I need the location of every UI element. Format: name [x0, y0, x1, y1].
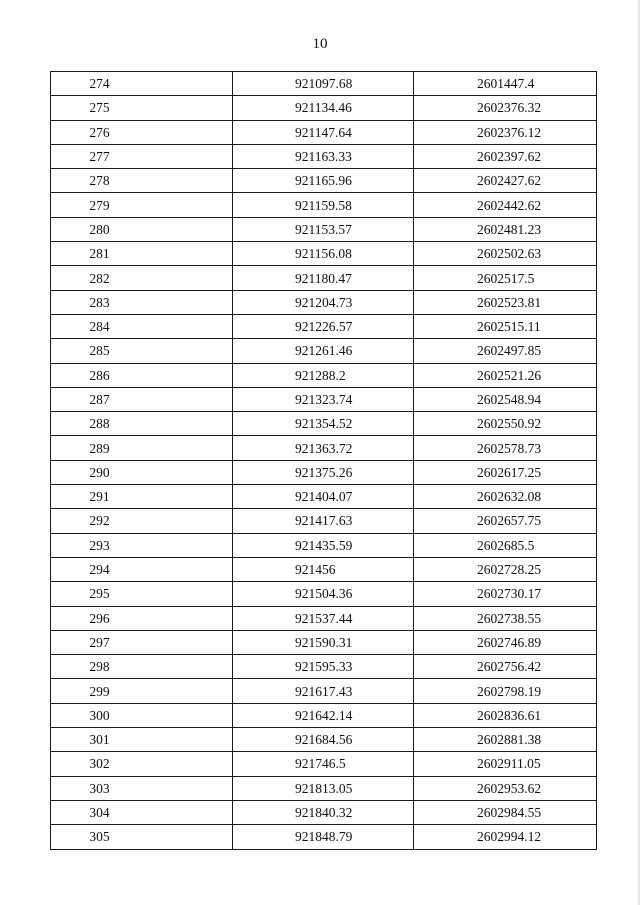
- y-coordinate-cell: 2602756.42: [414, 655, 597, 679]
- x-coordinate-cell: 921840.32: [233, 800, 414, 824]
- point-number-cell: 285: [51, 339, 233, 363]
- table-row: [51, 485, 597, 509]
- point-number-cell: 300: [51, 703, 233, 727]
- point-number-cell: 302: [51, 752, 233, 776]
- x-coordinate-cell: 921363.72: [233, 436, 414, 460]
- y-coordinate-cell: 2602376.12: [414, 120, 597, 144]
- point-number-cell: 289: [51, 436, 233, 460]
- y-coordinate-cell: 2602881.38: [414, 728, 597, 752]
- y-coordinate-cell: 2602497.85: [414, 339, 597, 363]
- point-number-cell: 299: [51, 679, 233, 703]
- table-row: [51, 509, 597, 533]
- x-coordinate-cell: 921156.08: [233, 242, 414, 266]
- point-number-cell: 295: [51, 582, 233, 606]
- point-number-cell: 304: [51, 800, 233, 824]
- x-coordinate-cell: 921097.68: [233, 72, 414, 96]
- table-row: [51, 606, 597, 630]
- point-number-cell: 298: [51, 655, 233, 679]
- table-row: [51, 363, 597, 387]
- x-coordinate-cell: 921153.57: [233, 217, 414, 241]
- y-coordinate-cell: 2602578.73: [414, 436, 597, 460]
- x-coordinate-cell: 921163.33: [233, 144, 414, 168]
- y-coordinate-cell: 2602836.61: [414, 703, 597, 727]
- point-number-cell: 281: [51, 242, 233, 266]
- table-row: [51, 655, 597, 679]
- y-coordinate-cell: 2602953.62: [414, 776, 597, 800]
- point-number-cell: 278: [51, 169, 233, 193]
- point-number-cell: 283: [51, 290, 233, 314]
- x-coordinate-cell: 921848.79: [233, 825, 414, 849]
- y-coordinate-cell: 2602738.55: [414, 606, 597, 630]
- y-coordinate-cell: 2602728.25: [414, 557, 597, 581]
- y-coordinate-cell: 2602685.5: [414, 533, 597, 557]
- table-row: [51, 120, 597, 144]
- x-coordinate-cell: 921642.14: [233, 703, 414, 727]
- point-number-cell: 303: [51, 776, 233, 800]
- x-coordinate-cell: 921504.36: [233, 582, 414, 606]
- table-row: [51, 728, 597, 752]
- table-row: [51, 266, 597, 290]
- point-number-cell: 294: [51, 557, 233, 581]
- table-row: [51, 460, 597, 484]
- table-row: [51, 96, 597, 120]
- table-row: [51, 752, 597, 776]
- x-coordinate-cell: 921435.59: [233, 533, 414, 557]
- point-number-cell: 305: [51, 825, 233, 849]
- point-number-cell: 280: [51, 217, 233, 241]
- table-row: [51, 533, 597, 557]
- y-coordinate-cell: 2602427.62: [414, 169, 597, 193]
- table-row: [51, 72, 597, 96]
- y-coordinate-cell: 2602376.32: [414, 96, 597, 120]
- point-number-cell: 288: [51, 412, 233, 436]
- x-coordinate-cell: 921590.31: [233, 630, 414, 654]
- x-coordinate-cell: 921813.05: [233, 776, 414, 800]
- point-number-cell: 296: [51, 606, 233, 630]
- table-row: [51, 436, 597, 460]
- point-number-cell: 287: [51, 387, 233, 411]
- coordinate-table: [50, 71, 597, 850]
- y-coordinate-cell: 2602730.17: [414, 582, 597, 606]
- x-coordinate-cell: 921375.26: [233, 460, 414, 484]
- table-row: [51, 703, 597, 727]
- table-row: [51, 290, 597, 314]
- point-number-cell: 282: [51, 266, 233, 290]
- y-coordinate-cell: 2602798.19: [414, 679, 597, 703]
- x-coordinate-cell: 921204.73: [233, 290, 414, 314]
- table-row: [51, 242, 597, 266]
- x-coordinate-cell: 921180.47: [233, 266, 414, 290]
- y-coordinate-cell: 2602515.11: [414, 314, 597, 338]
- y-coordinate-cell: 2602481.23: [414, 217, 597, 241]
- y-coordinate-cell: 2602617.25: [414, 460, 597, 484]
- y-coordinate-cell: 2602984.55: [414, 800, 597, 824]
- x-coordinate-cell: 921261.46: [233, 339, 414, 363]
- y-coordinate-cell: 2602550.92: [414, 412, 597, 436]
- x-coordinate-cell: 921354.52: [233, 412, 414, 436]
- y-coordinate-cell: 2601447.4: [414, 72, 597, 96]
- table-row: [51, 412, 597, 436]
- point-number-cell: 277: [51, 144, 233, 168]
- x-coordinate-cell: 921226.57: [233, 314, 414, 338]
- point-number-cell: 292: [51, 509, 233, 533]
- y-coordinate-cell: 2602523.81: [414, 290, 597, 314]
- y-coordinate-cell: 2602632.08: [414, 485, 597, 509]
- x-coordinate-cell: 921147.64: [233, 120, 414, 144]
- table-row: [51, 557, 597, 581]
- point-number-cell: 286: [51, 363, 233, 387]
- point-number-cell: 284: [51, 314, 233, 338]
- x-coordinate-cell: 921288.2: [233, 363, 414, 387]
- table-row: [51, 193, 597, 217]
- table-row: [51, 776, 597, 800]
- y-coordinate-cell: 2602397.62: [414, 144, 597, 168]
- point-number-cell: 276: [51, 120, 233, 144]
- y-coordinate-cell: 2602994.12: [414, 825, 597, 849]
- point-number-cell: 297: [51, 630, 233, 654]
- table-row: [51, 630, 597, 654]
- point-number-cell: 301: [51, 728, 233, 752]
- table-row: [51, 217, 597, 241]
- y-coordinate-cell: 2602521.26: [414, 363, 597, 387]
- x-coordinate-cell: 921134.46: [233, 96, 414, 120]
- y-coordinate-cell: 2602502.63: [414, 242, 597, 266]
- x-coordinate-cell: 921684.56: [233, 728, 414, 752]
- table-row: [51, 339, 597, 363]
- table-row: [51, 314, 597, 338]
- x-coordinate-cell: 921537.44: [233, 606, 414, 630]
- table-row: [51, 679, 597, 703]
- y-coordinate-cell: 2602911.05: [414, 752, 597, 776]
- y-coordinate-cell: 2602442.62: [414, 193, 597, 217]
- page-number: 10: [312, 36, 328, 52]
- point-number-cell: 290: [51, 460, 233, 484]
- table-row: [51, 825, 597, 849]
- x-coordinate-cell: 921404.07: [233, 485, 414, 509]
- table-row: [51, 169, 597, 193]
- table-row: [51, 800, 597, 824]
- point-number-cell: 291: [51, 485, 233, 509]
- table-row: [51, 387, 597, 411]
- x-coordinate-cell: 921323.74: [233, 387, 414, 411]
- point-number-cell: 293: [51, 533, 233, 557]
- point-number-cell: 279: [51, 193, 233, 217]
- y-coordinate-cell: 2602548.94: [414, 387, 597, 411]
- coordinate-table-body: [51, 72, 597, 850]
- x-coordinate-cell: 921595.33: [233, 655, 414, 679]
- table-row: [51, 582, 597, 606]
- x-coordinate-cell: 921456: [233, 557, 414, 581]
- y-coordinate-cell: 2602657.75: [414, 509, 597, 533]
- y-coordinate-cell: 2602517.5: [414, 266, 597, 290]
- x-coordinate-cell: 921159.58: [233, 193, 414, 217]
- x-coordinate-cell: 921165.96: [233, 169, 414, 193]
- point-number-cell: 274: [51, 72, 233, 96]
- x-coordinate-cell: 921617.43: [233, 679, 414, 703]
- x-coordinate-cell: 921746.5: [233, 752, 414, 776]
- y-coordinate-cell: 2602746.89: [414, 630, 597, 654]
- point-number-cell: 275: [51, 96, 233, 120]
- table-row: [51, 144, 597, 168]
- x-coordinate-cell: 921417.63: [233, 509, 414, 533]
